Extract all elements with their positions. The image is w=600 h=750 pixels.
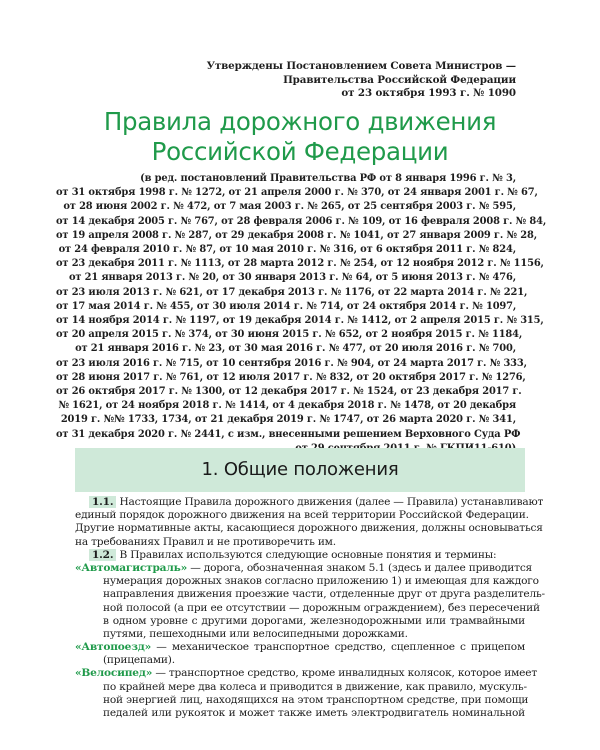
term-line: педалей или рукояток и может также иметь электродвигатель номинальной	[103, 707, 525, 719]
edition-line: от 17 мая 2014 г. № 455, от 30 июля 2014 г. № 714, от 24 октября 2014 г. № 1097,	[56, 300, 517, 312]
term-line: (прицепами).	[103, 654, 175, 667]
term-line: ной энергией лиц, находящихся на этом транспортном средстве, при помощи	[103, 693, 529, 706]
term-line: путями, пешеходными или велосипедными дорожками.	[103, 627, 408, 640]
term-text: — механическое транспортное средство, сцепленное с прицепом	[156, 641, 525, 654]
editions-list	[56, 172, 547, 456]
title-line: Российской Федерации	[151, 137, 449, 166]
edition-line: от 19 апреля 2008 г. № 287, от 29 декабря 2008 г. № 1041, от 27 января 2009 г. № 28,	[56, 229, 538, 241]
term-line: по крайней мере два колеса и приводится в движение, как правило, мускуль-	[103, 680, 527, 693]
body-text	[75, 496, 545, 720]
edition-line: от 20 апреля 2015 г. № 374, от 30 июня 2015 г. № 652, от 2 ноября 2015 г. № 1184,	[56, 329, 523, 341]
edition-line: от 24 февраля 2010 г. № 87, от 10 мая 2010 г. № 316, от 6 октября 2011 г. № 824,	[58, 244, 516, 256]
term-text: — дорога, обозначенная знаком 5.1 (здесь и далее приводится	[190, 561, 533, 574]
term-line: направления движения проезжие части, отделенные друг от друга разделитель-	[103, 588, 545, 601]
approval-line: Утверждены Постановлением Совета Министров —	[206, 60, 516, 72]
paragraph-line	[75, 549, 525, 562]
edition-line: от 31 декабря 2020 г. № 2441, с изм., внесенными решением Верховного Суда РФ	[56, 428, 521, 440]
term-name: «Велосипед»	[75, 667, 153, 680]
clause-text: Настоящие Правила дорожного движения (далее — Правила) устанавливают	[119, 496, 544, 508]
paragraph-line: на требованиях Правил и не противоречить им.	[75, 535, 336, 548]
section-title: 1. Общие положения	[201, 459, 399, 480]
edition-line: от 14 декабря 2005 г. № 767, от 28 февраля 2006 г. № 109, от 16 февраля 2008 г. № 84,	[56, 215, 547, 227]
edition-line: от 21 января 2016 г. № 23, от 30 мая 2016 г. № 477, от 20 июля 2016 г. № 700,	[75, 343, 516, 355]
term-line	[75, 641, 525, 654]
term-line	[75, 561, 533, 575]
title-line: Правила дорожного движения	[103, 107, 497, 136]
paragraph-line: единый порядок дорожного движения на всей территории Российской Федерации.	[75, 509, 529, 522]
paragraph-line	[75, 496, 544, 509]
document-title	[60, 107, 540, 167]
section-header	[75, 448, 525, 492]
edition-line: от 21 января 2013 г. № 20, от 30 января 2013 г. № 64, от 5 июня 2013 г. № 476,	[68, 272, 516, 284]
term-line	[75, 667, 537, 680]
approval-line: Правительства Российской Федерации	[283, 73, 516, 86]
approval-note	[96, 60, 516, 101]
edition-line: от 23 июля 2016 г. № 715, от 10 сентября 2016 г. № 904, от 24 марта 2017 г. № 333,	[56, 357, 527, 369]
clause-number: 1.1.	[89, 496, 116, 508]
term-line: в одном уровне с другими дорогами, железнодорожными или трамвайными	[103, 614, 525, 627]
edition-line: от 14 ноября 2014 г. № 1197, от 19 декабря 2014 г. № 1412, от 2 апреля 2015 г. № 315,	[56, 315, 544, 327]
edition-line: от 28 июня 2017 г. № 761, от 12 июля 2017 г. № 832, от 20 октября 2017 г. № 1276,	[56, 371, 526, 383]
approval-line: от 23 октября 1993 г. № 1090	[341, 87, 516, 99]
edition-line: № 1621, от 24 ноября 2018 г. № 1414, от 4 декабря 2018 г. № 1478, от 20 декабря	[58, 400, 516, 412]
edition-line: 2019 г. №№ 1733, 1734, от 21 декабря 2019 г. № 1747, от 26 марта 2020 г. № 341,	[60, 414, 516, 426]
edition-line: от 23 декабря 2011 г. № 1113, от 28 марта 2012 г. № 254, от 12 ноября 2012 г. № 1156,	[56, 258, 544, 270]
edition-line: от 31 октября 1998 г. № 1272, от 21 апреля 2000 г. № 370, от 24 января 2001 г. № 67,	[56, 187, 538, 199]
term-line: нумерация дорожных знаков согласно приложению 1) и имеющая для каждого	[103, 575, 539, 588]
clause-number: 1.2.	[89, 549, 116, 561]
edition-line: от 28 июня 2002 г. № 472, от 7 мая 2003 г. № 265, от 25 сентября 2003 г. № 595,	[63, 201, 516, 213]
edition-line: от 26 октября 2017 г. № 1300, от 12 декабря 2017 г. № 1524, от 23 декабря 2017 г.	[56, 386, 522, 398]
paragraph-line: Другие нормативные акты, касающиеся дорожного движения, должны основываться	[75, 522, 543, 535]
term-line: ной полосой (а при ее отсутствии — дорожным ограждением), без пересечений	[103, 601, 540, 614]
clause-text: В Правилах используются следующие основные понятия и термины:	[119, 548, 497, 561]
term-name: «Автопоезд»	[75, 641, 152, 654]
edition-line: (в ред. постановлений Правительства РФ от 8 января 1996 г. № 3,	[140, 173, 516, 184]
term-text: — транспортное средство, кроме инвалидных колясок, которое имеет	[155, 667, 537, 680]
edition-line: от 23 июля 2013 г. № 621, от 17 декабря 2013 г. № 1176, от 22 марта 2014 г. № 221,	[56, 286, 528, 298]
term-name: «Автомагистраль»	[75, 561, 188, 574]
